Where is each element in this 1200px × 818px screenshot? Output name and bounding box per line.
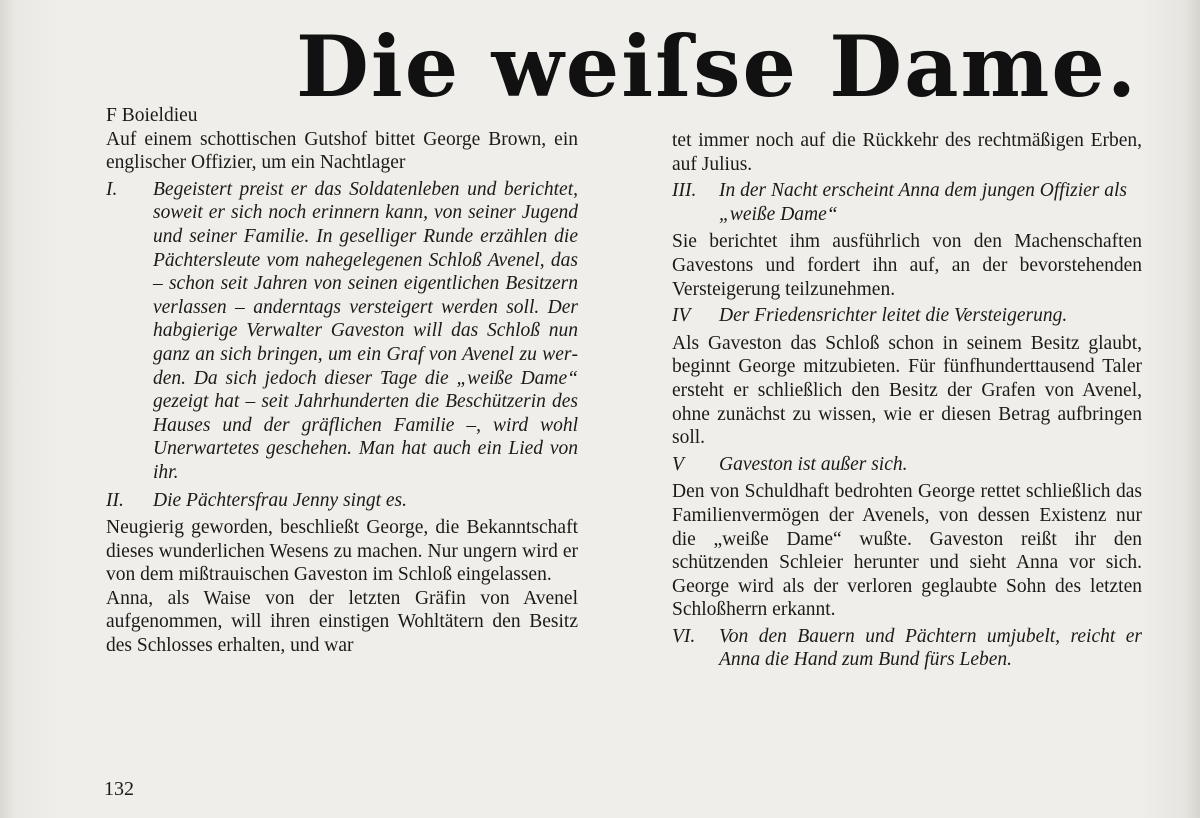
paragraph-rescue: Den von Schuldhaft bedrohten George rettet schließlich das Familienvermögen der Avenels, von dessen Existenz nur die „weiße Dame“ wußte. Gaveston reißt ihr den schützenden Schleier herunter und sieht Anna vor sich. George wird als der verloren geglaubte Sohn des letzten Schloßherrn erkannt.	[672, 481, 1142, 621]
paragraph-auction: Als Gaveston das Schloß schon in seinem Besitz glaubt, beginnt George mitzubieten. Für fünfhunderttausend Taler ersteht er schließlich den Besitz der Grafen von Avenel, ohne zunächst zu wissen, wie er diesen Betrag aufbringen soll.	[672, 332, 1142, 449]
act-6	[672, 625, 1142, 672]
composer-name: F Boieldieu	[106, 105, 198, 126]
page-title: Die weiſse Dame.	[296, 17, 1139, 116]
act-4-text: Der Friedensrichter leitet die Versteigerung.	[719, 305, 1068, 327]
act-1-number: I.	[106, 178, 118, 200]
act-5	[672, 453, 1142, 477]
right-column	[672, 129, 1142, 676]
paragraph-heir: tet immer noch auf die Rückkehr des rechtmäßigen Erben, auf Julius.	[672, 130, 1142, 175]
act-5-number: V	[672, 453, 684, 475]
act-2	[106, 489, 578, 513]
act-3	[672, 179, 1142, 226]
act-3-text: In der Nacht erscheint Anna dem jungen Offizier als „weiße Dame“	[719, 180, 1128, 225]
act-4	[672, 304, 1142, 328]
paragraph-report: Sie berichtet ihm ausführlich von den Machenschaften Gavestons und fordert ihn auf, an der bevorstehenden Versteigerung teilzunehmen.	[672, 231, 1142, 300]
intro-paragraph: Auf einem schottischen Gutshof bittet George Brown, ein englischer Offizier, um ein Nachtlager	[106, 128, 578, 174]
act-2-text: Die Pächtersfrau Jenny singt es.	[153, 489, 407, 511]
paragraph-curiosity: Neugierig geworden, beschließt George, die Bekanntschaft dieses wunderlichen Wesens zu machen. Nur ungern wird er von dem mißtrauischen Gaveston im Schloß eingelassen.	[106, 517, 578, 586]
act-4-number: IV	[672, 305, 691, 327]
act-3-number: III.	[672, 180, 697, 202]
act-5-text: Gaveston ist außer sich.	[719, 453, 908, 475]
left-column	[106, 104, 578, 658]
act-6-text: Von den Bauern und Pächtern umjubelt, reicht er Anna die Hand zum Bund fürs Leben.	[719, 625, 1142, 671]
act-1	[106, 178, 578, 485]
page-number: 132	[104, 778, 134, 800]
act-6-number: VI.	[672, 625, 696, 647]
act-1-text: Begeistert preist er das Soldatenleben und berichtet, soweit er sich noch erinnern kann, von seiner Jugend und seiner Familie. In geselliger Runde erzählen die Pächtersleute vom nahegelegenen Schloß Avenel, das – schon seit Jahren von seinen eigentlichen Besitzern verlassen – anderntags versteigert werden soll. Der habgierige Verwalter Gaveston will das Schloß nun ganz an sich bringen, um ein Graf von Avenel zu werden. Da sich jedoch dieser Tage die „weiße Dame“ gezeigt hat – seit Jahrhunderten die Beschützerin des Hauses und der gräflichen Familie –, wird wohl Unerwartetes geschehen. Man hat auch ein Lied von ihr.	[153, 178, 578, 483]
act-2-number: II.	[106, 489, 124, 511]
paragraph-anna: Anna, als Waise von der letzten Gräfin von Avenel aufgenommen, will ihren einstigen Wohltätern den Besitz des Schlosses erhalten, und war	[106, 587, 578, 657]
